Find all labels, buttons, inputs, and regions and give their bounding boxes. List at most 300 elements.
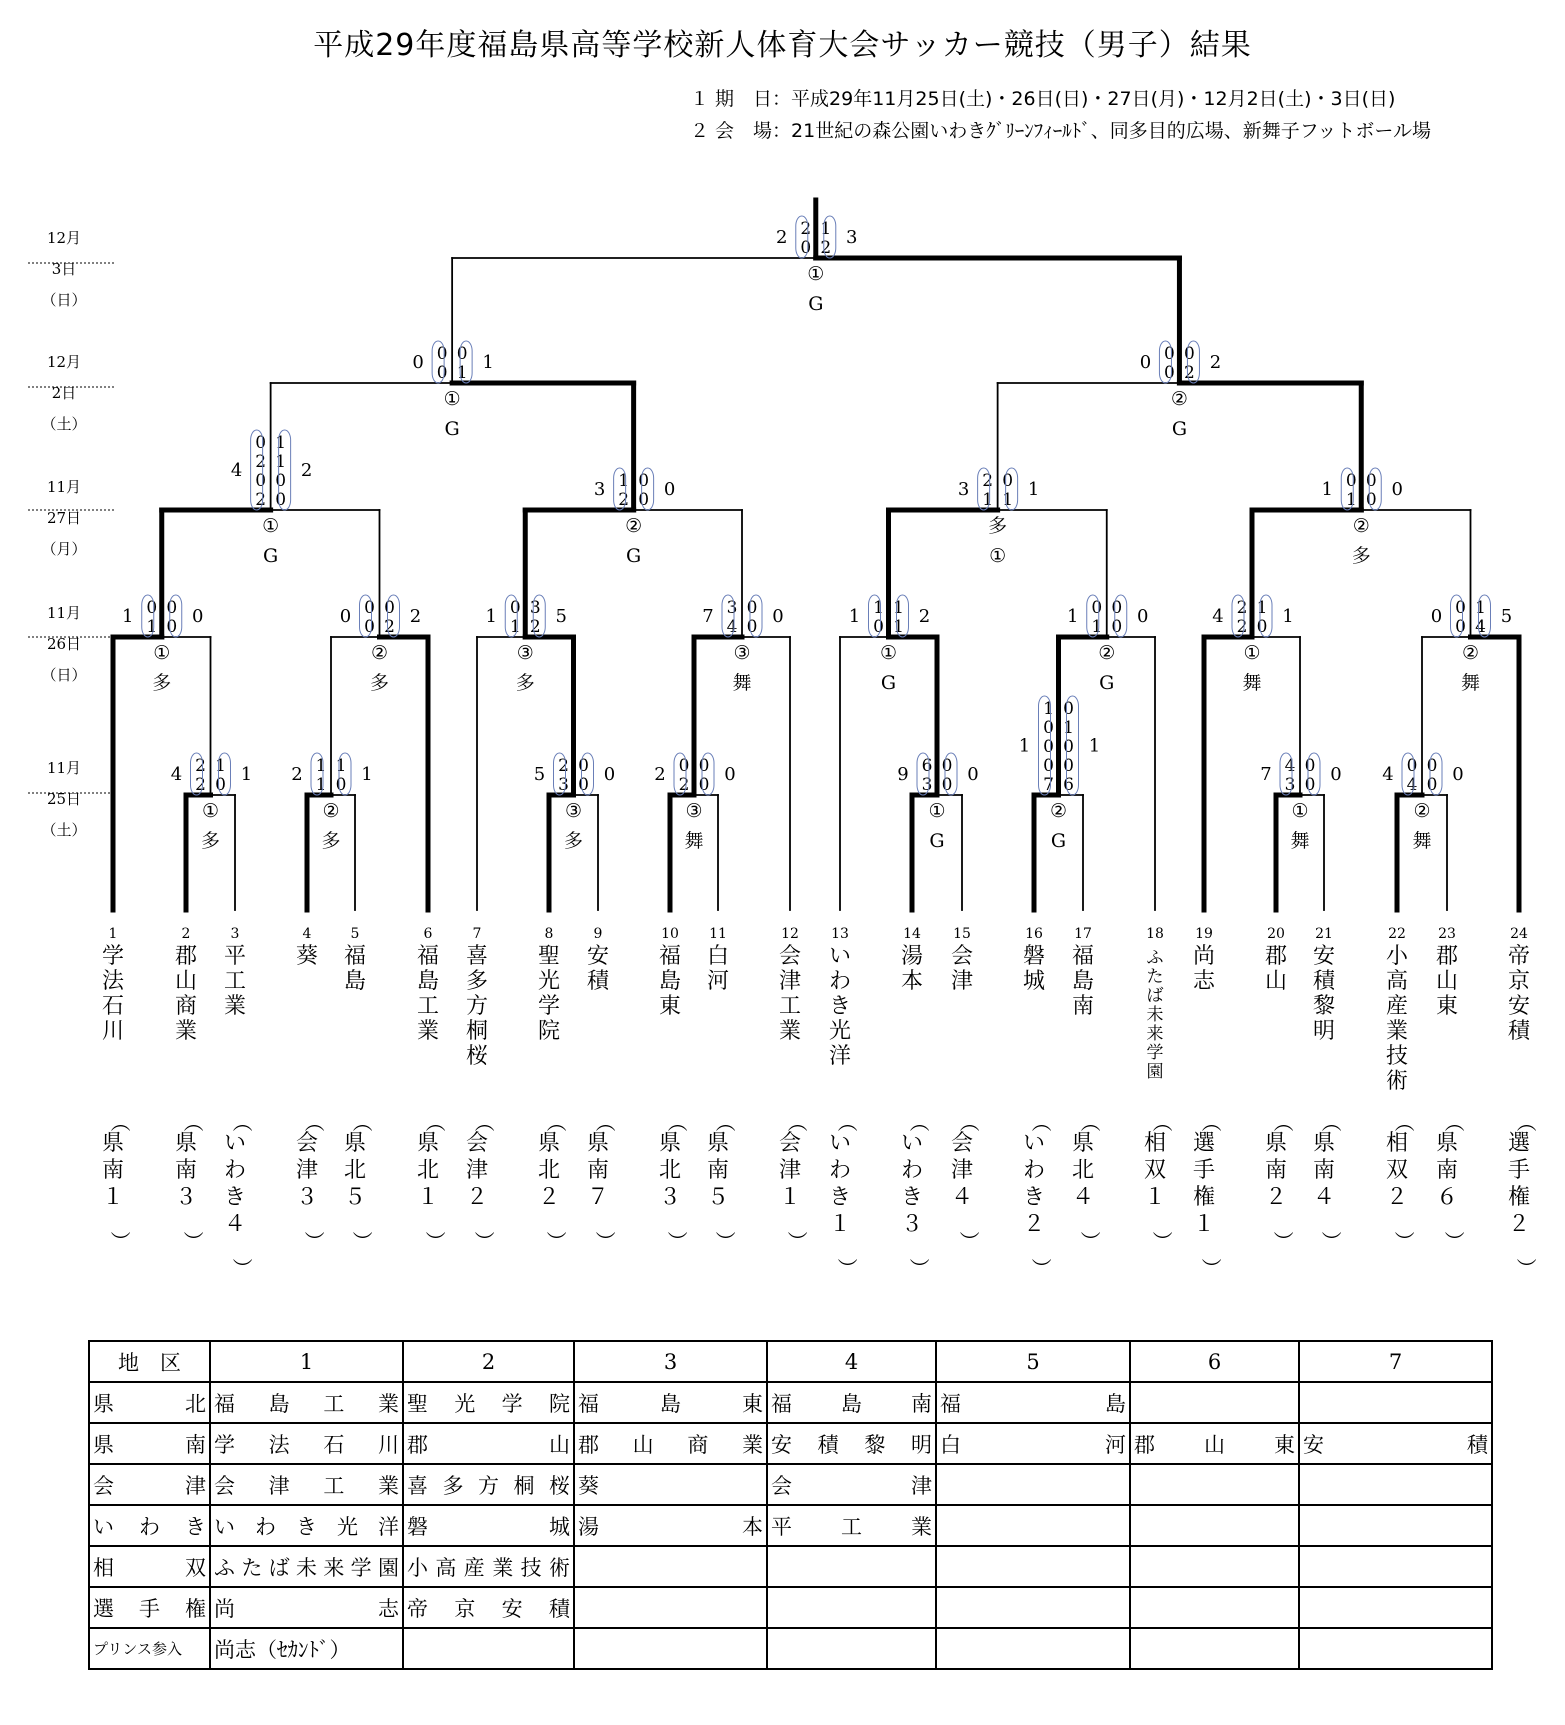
score-right-half: 0 xyxy=(335,775,347,795)
team-name-char: 学 xyxy=(537,994,561,1019)
team-name-char: 術 xyxy=(1385,1069,1409,1094)
team-number: 4 xyxy=(302,926,312,942)
score-left-half: 2 xyxy=(982,471,994,491)
team-region-char: ２ xyxy=(537,1185,561,1210)
team-region-char: 選 xyxy=(1507,1131,1531,1156)
table-row xyxy=(89,1464,1492,1505)
date-label-line: （土） xyxy=(41,821,87,839)
team-name-char: 帝 xyxy=(1507,944,1531,969)
region-paren: ） xyxy=(350,1231,374,1251)
score-right-half: 0 xyxy=(746,617,758,637)
score-left-total: 0 xyxy=(1139,352,1152,373)
region-paren: （ xyxy=(1150,1112,1174,1132)
region-paren: （ xyxy=(1078,1112,1102,1132)
score-left-total: 9 xyxy=(897,764,909,785)
team-region-char: ２ xyxy=(1385,1185,1409,1210)
team-name-char: 積 xyxy=(1507,1019,1531,1044)
score-right-total: 5 xyxy=(1500,606,1513,627)
team-name-char: 来 xyxy=(1146,1024,1164,1044)
team-name-char: 石 xyxy=(101,994,125,1019)
region-paren: （ xyxy=(785,1112,809,1132)
team-region-char: 県 xyxy=(101,1131,125,1156)
score-right-half: 0 xyxy=(1365,471,1377,491)
venue-label: ① xyxy=(262,515,280,537)
team-region-char: 南 xyxy=(1264,1158,1288,1183)
score-right-half: 2 xyxy=(384,617,395,637)
score-left-half: 3 xyxy=(726,598,738,618)
team-name-char: 島 xyxy=(416,969,440,994)
team-region-char: ３ xyxy=(295,1185,319,1210)
score-right-half: 0 xyxy=(166,617,178,637)
team-name-char: 安 xyxy=(1507,994,1531,1019)
region-paren: （ xyxy=(302,1112,326,1132)
team-region-char: 津 xyxy=(778,1158,802,1183)
team-region-char: 双 xyxy=(1143,1158,1167,1183)
team-region-char: 北 xyxy=(658,1158,682,1183)
team-number: 18 xyxy=(1146,926,1164,942)
score-left-total: 1 xyxy=(1067,606,1079,627)
region-paren: （ xyxy=(907,1112,931,1132)
team-region-char: ４ xyxy=(223,1212,247,1237)
team-region-char: ３ xyxy=(174,1185,198,1210)
team-region-char: 北 xyxy=(416,1158,440,1183)
team-region-char: 相 xyxy=(1385,1131,1409,1156)
score-left-half: 1 xyxy=(315,775,327,795)
table-school-cell: 白河 xyxy=(936,1423,1130,1464)
date-label-line: 26日 xyxy=(46,635,82,653)
team-region-char: ４ xyxy=(1312,1185,1336,1210)
region-paren: ） xyxy=(1392,1231,1416,1251)
score-right-half: 1 xyxy=(1256,598,1268,618)
team-name-char: 聖 xyxy=(537,944,561,969)
region-paren: ） xyxy=(1078,1231,1102,1251)
score-right-half: 0 xyxy=(166,598,178,618)
table-header-col: 7 xyxy=(1299,1341,1492,1382)
table-school-cell: 安積 xyxy=(1299,1423,1492,1464)
score-left-half: 2 xyxy=(1236,598,1248,618)
region-paren: ） xyxy=(1150,1231,1174,1251)
team-name-char: 産 xyxy=(1385,994,1409,1019)
score-left-total: 4 xyxy=(170,764,183,785)
table-school-cell xyxy=(1299,1587,1492,1628)
table-school-cell: 喜多方桐桜 xyxy=(403,1464,574,1505)
score-right-half: 1 xyxy=(1002,490,1014,510)
table-region-cell: 選手権 xyxy=(89,1587,210,1628)
team-name-char: 東 xyxy=(658,994,682,1019)
date-label-line: （土） xyxy=(41,415,87,433)
score-right-total: 2 xyxy=(300,460,313,481)
score-right-half: 1 xyxy=(820,219,832,239)
score-right-half: 0 xyxy=(941,756,953,776)
date-label-line: 11月 xyxy=(46,604,82,622)
table-school-cell xyxy=(1130,1628,1299,1669)
team-name-char: 京 xyxy=(1507,969,1531,994)
table-school-cell: 尚志 xyxy=(210,1587,403,1628)
team-name-char: 福 xyxy=(343,944,367,969)
team-name-char: 業 xyxy=(416,1019,440,1044)
venue-label: ① xyxy=(928,800,946,822)
date-label-line: 12月 xyxy=(46,353,82,371)
score-right-total: 0 xyxy=(1137,606,1149,627)
venue-label: ① xyxy=(153,642,171,664)
team-number: 3 xyxy=(230,926,240,942)
table-school-cell: 葵 xyxy=(574,1464,767,1505)
score-left-total: 3 xyxy=(593,479,606,500)
region-paren: （ xyxy=(1199,1112,1223,1132)
score-left-half: 1 xyxy=(146,617,158,637)
team-name-char: 郡 xyxy=(1435,944,1459,969)
team-region-char: 手 xyxy=(1192,1158,1216,1183)
team-name-char: 明 xyxy=(1312,1019,1336,1044)
region-paren: ） xyxy=(1199,1258,1223,1278)
table-region-cell: 会津 xyxy=(89,1464,210,1505)
region-paren: ） xyxy=(1442,1231,1466,1251)
region-paren: （ xyxy=(1514,1112,1538,1132)
table-school-cell: 学法石川 xyxy=(210,1423,403,1464)
team-region-char: 北 xyxy=(343,1158,367,1183)
team-number: 16 xyxy=(1025,926,1043,942)
score-left-half: 0 xyxy=(364,598,375,618)
table-school-cell: 福島東 xyxy=(574,1382,767,1423)
team-region-char: 双 xyxy=(1385,1158,1409,1183)
team-name-char: 山 xyxy=(1264,969,1288,994)
date-label-line: （月） xyxy=(41,540,87,558)
team-name-char: 洋 xyxy=(828,1044,852,1069)
team-region-char: 県 xyxy=(1071,1131,1095,1156)
region-paren: ） xyxy=(665,1231,689,1251)
score-left-total: 4 xyxy=(1212,606,1224,627)
venue-label: ② xyxy=(322,800,340,822)
table-school-cell: 平工業 xyxy=(767,1505,936,1546)
score-left-half: 0 xyxy=(1406,756,1418,776)
score-left-half: 2 xyxy=(618,490,630,510)
table-header-col: 6 xyxy=(1130,1341,1299,1382)
score-left-total: 1 xyxy=(1018,735,1031,757)
venue-label: ② xyxy=(1352,515,1370,537)
table-region-cell: 相双 xyxy=(89,1546,210,1587)
score-right-total: 0 xyxy=(1330,764,1342,785)
venue-label: 多 xyxy=(515,672,535,694)
region-paren: ） xyxy=(785,1231,809,1251)
date-label-line: 25日 xyxy=(46,790,82,808)
team-region-char: 県 xyxy=(537,1131,561,1156)
table-row xyxy=(89,1505,1492,1546)
team-region-char: 会 xyxy=(778,1131,802,1156)
region-paren: ） xyxy=(1514,1258,1538,1278)
team-region-char: 南 xyxy=(1435,1158,1459,1183)
team-name-char: 業 xyxy=(778,1019,802,1044)
table-school-cell xyxy=(1130,1464,1299,1505)
venue-label: G xyxy=(929,830,945,852)
score-right-half: 1 xyxy=(275,452,287,472)
score-left-total: 7 xyxy=(1260,764,1272,785)
team-number: 12 xyxy=(781,926,799,942)
team-number: 8 xyxy=(544,926,554,942)
team-region-char: 北 xyxy=(537,1158,561,1183)
score-right-total: 2 xyxy=(1209,352,1222,373)
venue-label: ③ xyxy=(516,642,534,664)
region-paren: ） xyxy=(423,1231,447,1251)
score-left-half: 2 xyxy=(195,756,206,776)
score-left-total: 1 xyxy=(485,606,497,627)
venue-label: ② xyxy=(1413,800,1431,822)
team-name-char: 島 xyxy=(1071,969,1095,994)
team-name-char: 山 xyxy=(1435,969,1459,994)
team-region-char: ４ xyxy=(1071,1185,1095,1210)
team-number: 19 xyxy=(1195,926,1213,942)
venue-label: ② xyxy=(625,515,643,537)
score-right-half: 4 xyxy=(1475,617,1486,637)
team-region-char: わ xyxy=(223,1158,247,1183)
team-region-char: ５ xyxy=(706,1185,730,1210)
table-header-col: 4 xyxy=(767,1341,936,1382)
score-right-half: 0 xyxy=(1304,756,1316,776)
venue-label: G xyxy=(880,672,897,694)
table-school-cell xyxy=(936,1464,1130,1505)
table-school-cell: 会津 xyxy=(767,1464,936,1505)
team-name-char: 高 xyxy=(1385,969,1409,994)
table-region-cell: いわき xyxy=(89,1505,210,1546)
region-paren: ） xyxy=(713,1231,737,1251)
table-school-cell xyxy=(574,1628,767,1669)
score-right-total: 1 xyxy=(482,352,494,373)
date-label-line: 2日 xyxy=(51,384,77,402)
team-region-char: 南 xyxy=(706,1158,730,1183)
score-left-half: 1 xyxy=(1091,617,1103,637)
table-school-cell: 福島 xyxy=(936,1382,1130,1423)
table-header-col: 1 xyxy=(210,1341,403,1382)
team-region-char: 会 xyxy=(950,1131,974,1156)
score-left-total: 0 xyxy=(412,352,424,373)
team-name-char: 方 xyxy=(465,994,489,1019)
score-left-total: 1 xyxy=(122,606,134,627)
score-right-half: 0 xyxy=(698,775,710,795)
team-region-char: 相 xyxy=(1143,1131,1167,1156)
team-region-char: い xyxy=(1022,1131,1046,1156)
table-school-cell xyxy=(1299,1464,1492,1505)
venue-label: ① xyxy=(443,388,461,410)
score-right-half: 0 xyxy=(275,490,287,510)
venue-label: ② xyxy=(1461,642,1480,664)
venue-label: 舞 xyxy=(684,830,704,852)
score-left-half: 1 xyxy=(509,617,521,637)
team-region-char: 津 xyxy=(295,1158,319,1183)
table-school-cell xyxy=(1130,1587,1299,1628)
score-left-half: 0 xyxy=(436,363,448,383)
team-name-char: 葵 xyxy=(295,944,319,969)
score-right-half: 0 xyxy=(215,775,226,795)
table-school-cell xyxy=(1299,1382,1492,1423)
venue-label: 多 xyxy=(1351,545,1371,567)
score-right-half: 0 xyxy=(275,471,287,491)
team-name-char: 川 xyxy=(101,1019,125,1044)
date-label-line: 12月 xyxy=(46,229,82,247)
score-right-half: 0 xyxy=(1063,737,1074,757)
score-left-total: 0 xyxy=(1430,606,1443,627)
score-right-half: 0 xyxy=(578,756,589,776)
team-name-char: き xyxy=(828,994,852,1019)
table-row xyxy=(89,1587,1492,1628)
team-region-char: １ xyxy=(828,1212,852,1237)
table-school-cell: 聖光学院 xyxy=(403,1382,574,1423)
table-school-cell: いわき光洋 xyxy=(210,1505,403,1546)
score-right-half: 0 xyxy=(1426,775,1438,795)
venue-label: 多 xyxy=(152,672,172,694)
region-paren: （ xyxy=(1319,1112,1343,1132)
score-right-total: 0 xyxy=(724,764,736,785)
venue-label: ① xyxy=(807,263,825,285)
team-region-char: 県 xyxy=(706,1131,730,1156)
team-region-char: 南 xyxy=(101,1158,125,1183)
team-name-char: ふ xyxy=(1146,948,1164,968)
table-school-cell: 帝京安積 xyxy=(403,1587,574,1628)
team-name-char: 積 xyxy=(1312,969,1336,994)
score-left-half: 0 xyxy=(1043,756,1054,776)
team-name-char: 島 xyxy=(658,969,682,994)
team-region-char: 北 xyxy=(1071,1158,1095,1183)
region-paren: （ xyxy=(423,1112,447,1132)
score-right-total: 0 xyxy=(192,606,204,627)
score-left-half: 0 xyxy=(255,471,267,491)
team-region-char: ２ xyxy=(1264,1185,1288,1210)
venue-label: G xyxy=(808,293,824,315)
score-right-total: 3 xyxy=(846,227,858,248)
venue-label: ② xyxy=(1049,800,1068,822)
table-header-row xyxy=(89,1341,1492,1382)
table-school-cell xyxy=(1130,1546,1299,1587)
team-region-char: 県 xyxy=(416,1131,440,1156)
team-name-char: 桐 xyxy=(465,1019,489,1044)
score-right-half: 1 xyxy=(893,617,904,637)
table-school-cell xyxy=(767,1628,936,1669)
score-left-half: 4 xyxy=(726,617,738,637)
table-school-cell: 磐城 xyxy=(403,1505,574,1546)
team-region-char: ４ xyxy=(950,1185,974,1210)
team-region-char: 選 xyxy=(1192,1131,1216,1156)
score-right-half: 1 xyxy=(335,756,347,776)
score-right-total: 5 xyxy=(555,606,567,627)
score-right-half: 1 xyxy=(1475,598,1486,618)
score-left-half: 0 xyxy=(873,617,884,637)
team-name-char: 城 xyxy=(1022,969,1046,994)
team-region-char: 南 xyxy=(1312,1158,1336,1183)
score-right-total: 0 xyxy=(772,606,784,627)
team-name-char: 学 xyxy=(101,944,125,969)
score-left-half: 7 xyxy=(1043,775,1054,795)
region-paren: ） xyxy=(302,1231,326,1251)
venue-label: ① xyxy=(1291,800,1309,822)
score-left-half: 0 xyxy=(509,598,521,618)
score-right-half: 0 xyxy=(638,471,650,491)
score-right-total: 1 xyxy=(1088,735,1101,757)
team-name-char: 湯 xyxy=(900,944,924,969)
venue-label: 舞 xyxy=(732,672,752,694)
venue-label: 多 xyxy=(988,515,1008,537)
score-left-half: 0 xyxy=(436,344,448,364)
region-paren: （ xyxy=(181,1112,205,1132)
score-right-half: 1 xyxy=(275,433,287,453)
table-row xyxy=(89,1546,1492,1587)
team-number: 14 xyxy=(903,926,921,942)
score-left-half: 2 xyxy=(1236,617,1248,637)
score-left-half: 1 xyxy=(982,490,994,510)
team-name-char: 技 xyxy=(1385,1044,1409,1069)
venue-label: ① xyxy=(201,800,220,822)
table-school-cell xyxy=(1299,1505,1492,1546)
table-school-cell xyxy=(767,1587,936,1628)
score-left-half: 3 xyxy=(921,775,933,795)
venue-label: G xyxy=(263,545,279,567)
team-name-char: 平 xyxy=(223,944,247,969)
venue-label: 多 xyxy=(321,830,341,852)
team-name-char: わ xyxy=(828,969,852,994)
table-school-cell xyxy=(574,1587,767,1628)
team-region-char: ３ xyxy=(658,1185,682,1210)
region-paren: （ xyxy=(835,1112,859,1132)
score-right-half: 0 xyxy=(698,756,710,776)
team-number: 24 xyxy=(1510,926,1528,942)
team-name-char: 園 xyxy=(1146,1062,1164,1082)
team-number: 21 xyxy=(1315,926,1333,942)
table-school-cell: 郡山 xyxy=(403,1423,574,1464)
table-school-cell xyxy=(936,1628,1130,1669)
score-right-half: 1 xyxy=(456,363,468,383)
team-region-char: 権 xyxy=(1507,1185,1531,1210)
team-name-char: 南 xyxy=(1071,994,1095,1019)
team-number: 17 xyxy=(1074,926,1092,942)
date-label-line: （日） xyxy=(41,666,87,684)
team-number: 5 xyxy=(350,926,360,942)
team-name-char: 白 xyxy=(706,944,730,969)
team-name-char: 商 xyxy=(174,994,198,1019)
team-region-char: 手 xyxy=(1507,1158,1531,1183)
team-name-char: 工 xyxy=(416,994,440,1019)
venue-label: ② xyxy=(370,642,389,664)
score-right-total: 1 xyxy=(361,764,373,785)
table-school-cell: 安積黎明 xyxy=(767,1423,936,1464)
score-left-half: 1 xyxy=(873,598,884,618)
score-right-half: 0 xyxy=(1063,699,1074,719)
score-right-half: 0 xyxy=(578,775,589,795)
team-number: 20 xyxy=(1267,926,1285,942)
table-school-cell xyxy=(936,1505,1130,1546)
team-region-char: ７ xyxy=(586,1185,610,1210)
score-right-total: 0 xyxy=(1391,479,1403,500)
team-name-char: 福 xyxy=(416,944,440,969)
team-region-char: ５ xyxy=(343,1185,367,1210)
score-left-half: 2 xyxy=(255,452,267,472)
table-school-cell xyxy=(574,1546,767,1587)
team-region-char: 県 xyxy=(1312,1131,1336,1156)
venue-label: ① xyxy=(989,545,1007,567)
region-paren: ） xyxy=(1319,1231,1343,1251)
score-right-half: 0 xyxy=(1365,490,1377,510)
score-left-half: 2 xyxy=(678,775,690,795)
score-left-half: 0 xyxy=(1164,344,1175,364)
team-name-char: 島 xyxy=(343,969,367,994)
score-right-total: 0 xyxy=(967,764,979,785)
table-row xyxy=(89,1382,1492,1423)
score-left-half: 3 xyxy=(1284,775,1296,795)
venue-label: 舞 xyxy=(1242,672,1262,694)
team-name-char: 東 xyxy=(1435,994,1459,1019)
score-left-half: 3 xyxy=(558,775,569,795)
team-number: 11 xyxy=(709,926,727,942)
score-right-half: 0 xyxy=(1063,756,1074,776)
score-right-half: 0 xyxy=(941,775,953,795)
team-region-char: 県 xyxy=(343,1131,367,1156)
team-region-char: １ xyxy=(1143,1185,1167,1210)
